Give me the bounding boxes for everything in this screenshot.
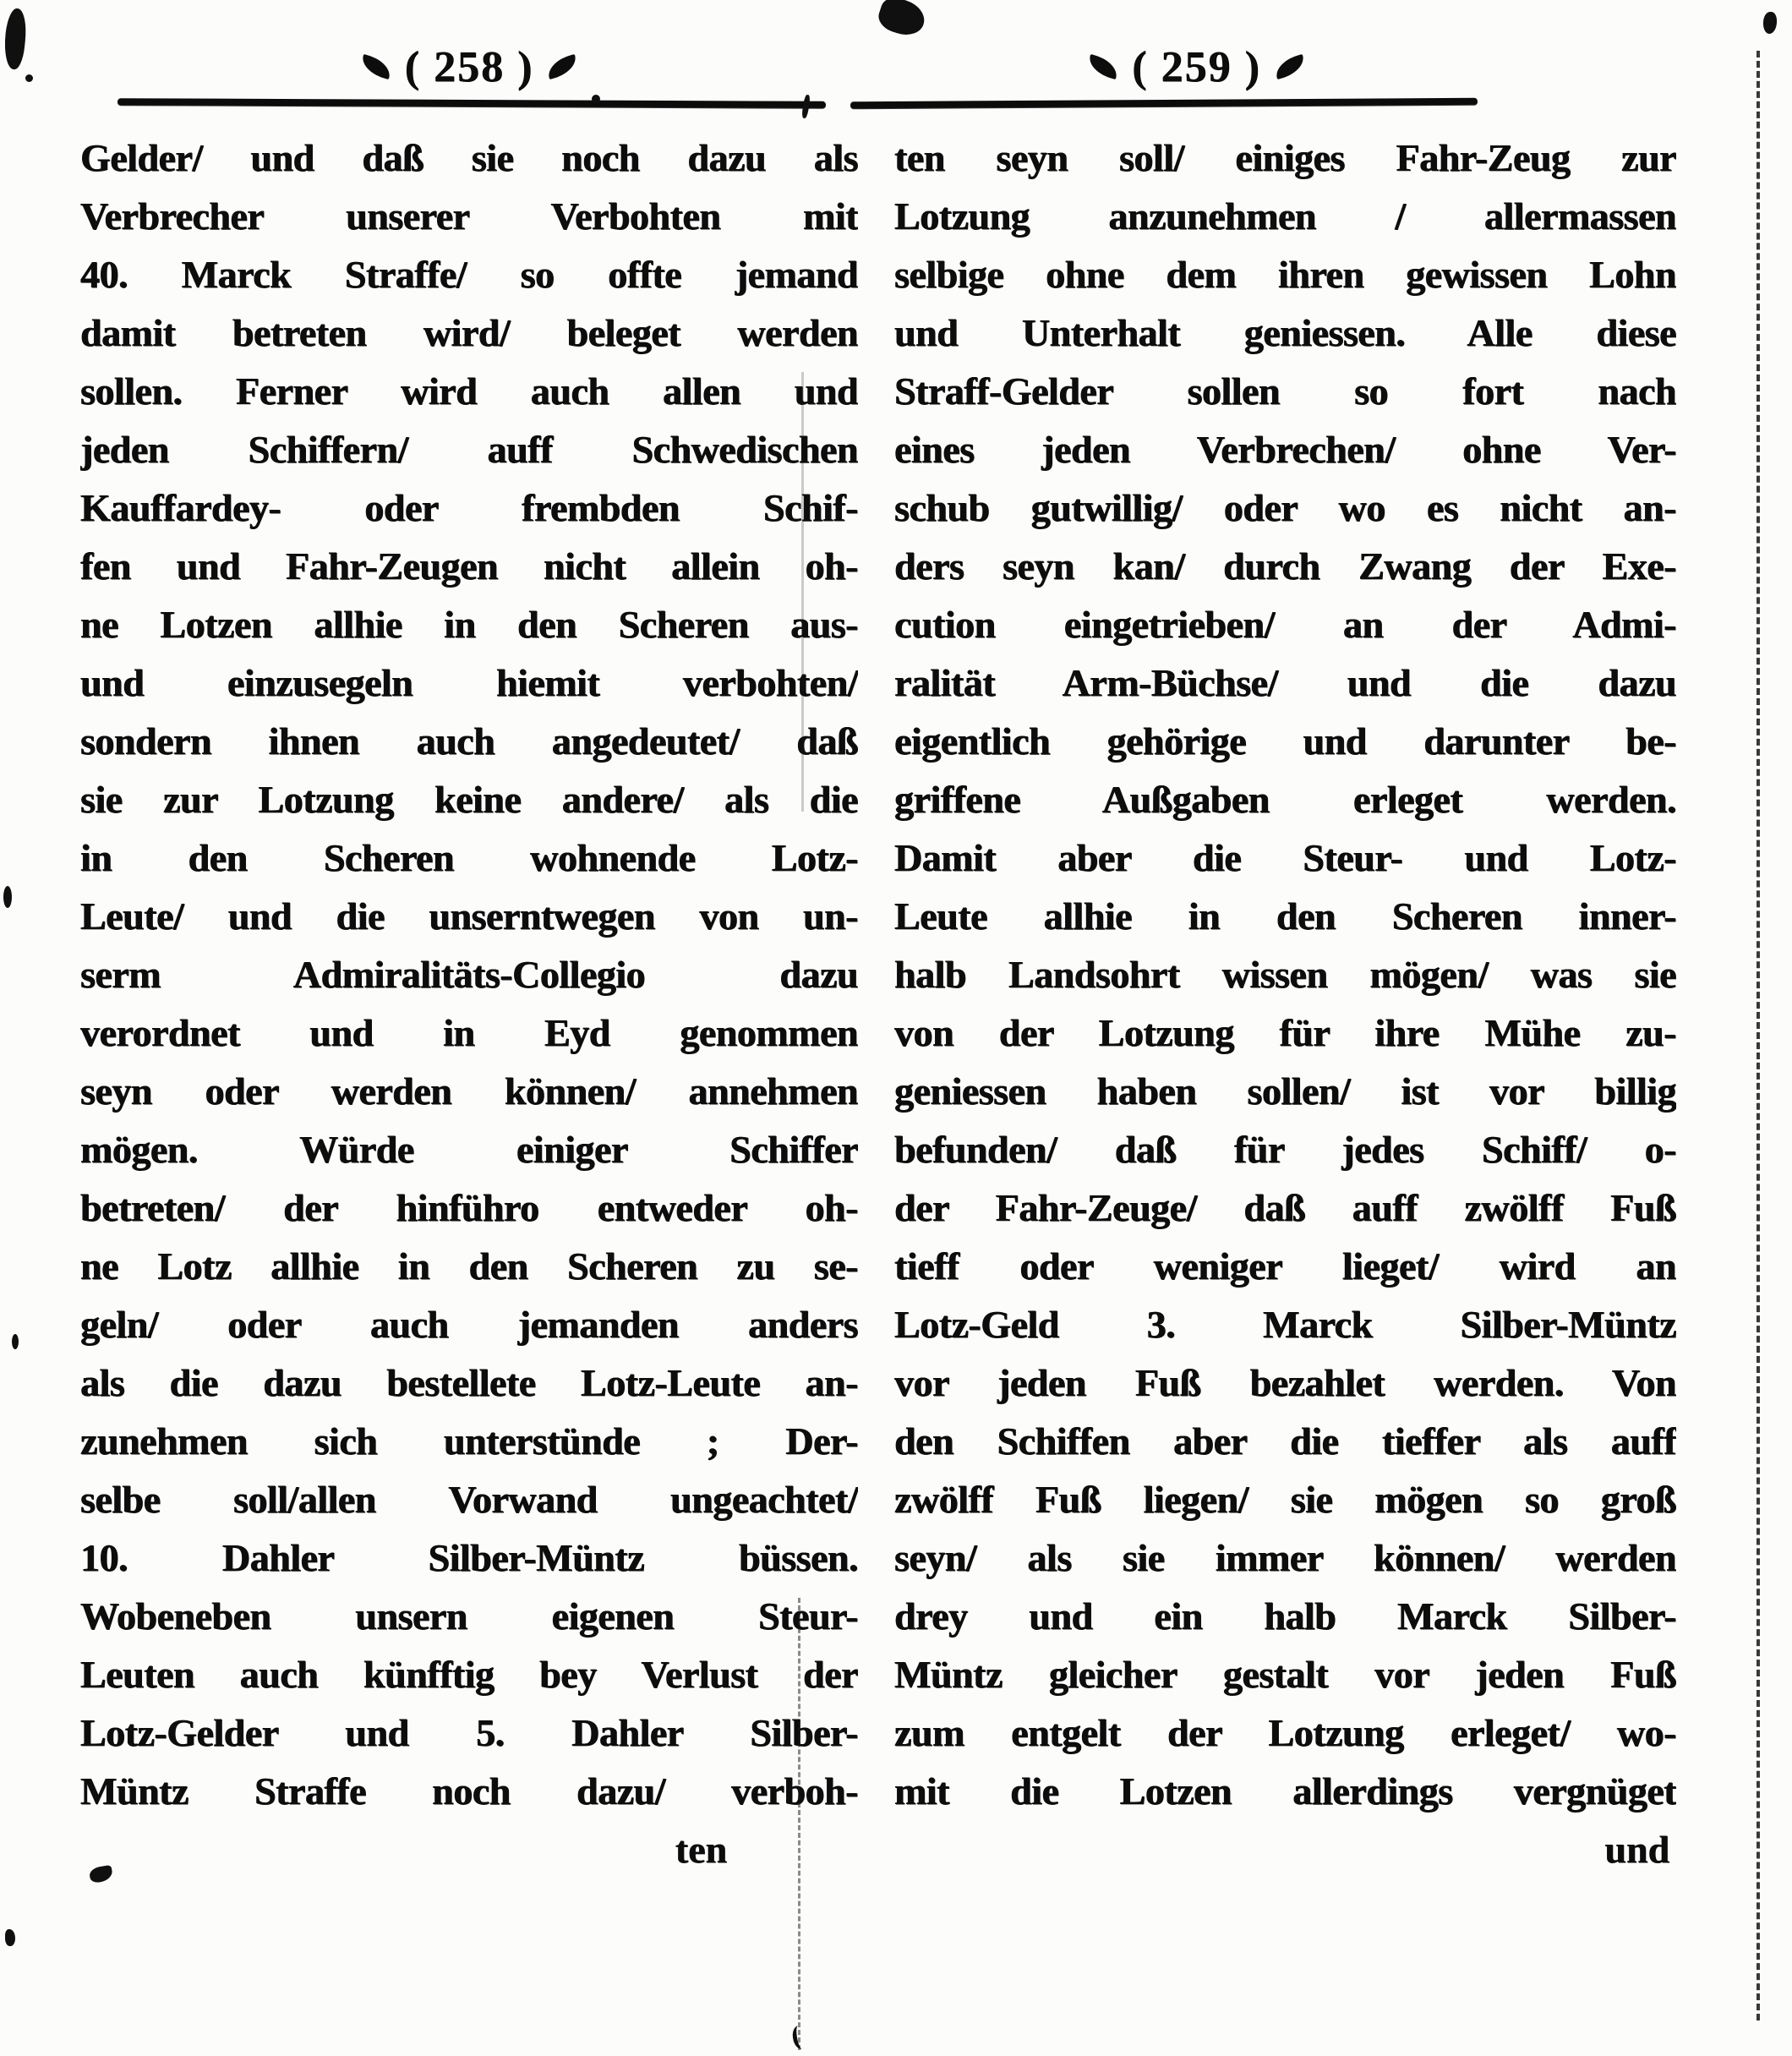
text-line: ralität Arm-Büchse/ und die dazu	[894, 661, 1676, 704]
gutter-fold-line	[798, 1598, 800, 2050]
text-line: der Fahr-Zeuge/ daß auff zwölff Fuß	[894, 1186, 1676, 1229]
text-line: 10. Dahler Silber-Müntz büssen.	[80, 1536, 858, 1579]
page-body	[894, 128, 1676, 1820]
text-line: sie zur Lotzung keine andere/ als die	[80, 778, 858, 821]
text-line: zunehmen sich unterstünde ; Der-	[80, 1419, 858, 1463]
text-line: zum entgelt der Lotzung erleget/ wo-	[894, 1711, 1676, 1754]
text-line: Wobeneben unsern eigenen Steur-	[80, 1594, 858, 1638]
text-line: zwölff Fuß liegen/ sie mögen so groß	[894, 1478, 1676, 1521]
text-line: jeden Schiffern/ auff Schwedischen	[80, 428, 858, 471]
text-line: Damit aber die Steur- und Lotz-	[894, 836, 1676, 879]
text-line: cution eingetrieben/ an der Admi-	[894, 603, 1676, 646]
text-line: und einzusegeln hiemit verbohten/	[80, 661, 858, 704]
ink-speck	[3, 886, 12, 908]
text-line: schub gutwillig/ oder wo es nicht an-	[894, 486, 1676, 529]
text-line: verordnet und in Eyd genommen	[80, 1011, 858, 1054]
text-line: ne Lotz allhie in den Scheren zu se-	[80, 1244, 858, 1288]
text-line: Lotz-Geld 3. Marck Silber-Müntz	[894, 1303, 1676, 1346]
text-line: geniessen haben sollen/ ist vor billig	[894, 1069, 1676, 1113]
ink-speck	[12, 1334, 19, 1349]
page-left-258	[80, 34, 858, 1878]
text-line: betreten/ der hinführo entweder oh-	[80, 1186, 858, 1229]
aldus-leaf-ornament-icon	[1086, 54, 1120, 79]
text-line: eines jeden Verbrechen/ ohne Ver-	[894, 428, 1676, 471]
text-line: serm Admiralitäts-Collegio dazu	[80, 953, 858, 996]
aldus-leaf-ornament-icon	[1273, 54, 1307, 79]
text-line: Müntz Straffe noch dazu/ verboh-	[80, 1769, 858, 1813]
text-line: 40. Marck Straffe/ so offte jemand	[80, 253, 858, 296]
text-line: in den Scheren wohnende Lotz-	[80, 836, 858, 879]
page-header	[80, 34, 858, 100]
text-line: als die dazu bestellete Lotz-Leute an-	[80, 1361, 858, 1404]
text-line: selbe soll/allen Vorwand ungeachtet/	[80, 1478, 858, 1521]
gutter-fold-line	[801, 372, 804, 812]
text-line: Straff-Gelder sollen so fort nach	[894, 369, 1676, 413]
text-line: Kauffardey- oder frembden Schif-	[80, 486, 858, 529]
page-edge-line	[1756, 51, 1760, 2020]
text-line: tieff oder weniger lieget/ wird an	[894, 1244, 1676, 1288]
ink-speck	[5, 1929, 15, 1946]
text-line: und Unterhalt geniessen. Alle diese	[894, 311, 1676, 354]
ink-speck	[25, 74, 33, 82]
aldus-leaf-ornament-icon	[545, 54, 579, 79]
text-line: griffene Außgaben erleget werden.	[894, 778, 1676, 821]
text-line: sollen. Ferner wird auch allen und	[80, 369, 858, 413]
text-line: seyn oder werden können/ annehmen	[80, 1069, 858, 1113]
page-number: ( 259 )	[1132, 42, 1261, 91]
text-line: Verbrecher unserer Verbohten mit	[80, 194, 858, 238]
text-line: seyn/ als sie immer können/ werden	[894, 1536, 1676, 1579]
text-line: fen und Fahr-Zeugen nicht allein oh-	[80, 544, 858, 588]
ink-speck	[592, 95, 600, 103]
text-line: ten seyn soll/ einiges Fahr-Zeug zur	[894, 136, 1676, 179]
text-line: Lotz-Gelder und 5. Dahler Silber-	[80, 1711, 858, 1754]
ink-blot	[2, 8, 28, 70]
text-line: drey und ein halb Marck Silber-	[894, 1594, 1676, 1638]
text-line: ders seyn kan/ durch Zwang der Exe-	[894, 544, 1676, 588]
text-line: mit die Lotzen allerdings vergnüget	[894, 1769, 1676, 1813]
text-line: selbige ohne dem ihren gewissen Lohn	[894, 253, 1676, 296]
catchword: ten	[675, 1828, 727, 1871]
text-line: Müntz gleicher gestalt vor jeden Fuß	[894, 1653, 1676, 1696]
text-line: halb Landsohrt wissen mögen/ was sie	[894, 953, 1676, 996]
text-line: Leuten auch künfftig bey Verlust der	[80, 1653, 858, 1696]
text-line: sondern ihnen auch angedeutet/ daß	[80, 719, 858, 763]
ink-speck	[791, 2025, 810, 2051]
text-line: Lotzung anzunehmen / allermassen	[894, 194, 1676, 238]
page-body	[80, 128, 858, 1820]
page-right-259	[894, 34, 1676, 1878]
text-line: damit betreten wird/ beleget werden	[80, 311, 858, 354]
text-line: von der Lotzung für ihre Mühe zu-	[894, 1011, 1676, 1054]
text-line: vor jeden Fuß bezahlet werden. Von	[894, 1361, 1676, 1404]
text-line: ne Lotzen allhie in den Scheren aus-	[80, 603, 858, 646]
text-line: mögen. Würde einiger Schiffer	[80, 1128, 858, 1171]
text-line: Leute/ und die unserntwegen von un-	[80, 894, 858, 938]
text-line: geln/ oder auch jemanden anders	[80, 1303, 858, 1346]
text-line: Leute allhie in den Scheren inner-	[894, 894, 1676, 938]
text-line: befunden/ daß für jedes Schiff/ o-	[894, 1128, 1676, 1171]
text-line: Gelder/ und daß sie noch dazu als	[80, 136, 858, 179]
text-line: den Schiffen aber die tieffer als auff	[894, 1419, 1676, 1463]
page-number: ( 258 )	[404, 42, 534, 91]
page-header	[806, 34, 1587, 100]
text-line: eigentlich gehörige und darunter be-	[894, 719, 1676, 763]
ink-speck	[1763, 12, 1777, 34]
catchword: und	[1604, 1828, 1669, 1871]
aldus-leaf-ornament-icon	[359, 54, 393, 79]
